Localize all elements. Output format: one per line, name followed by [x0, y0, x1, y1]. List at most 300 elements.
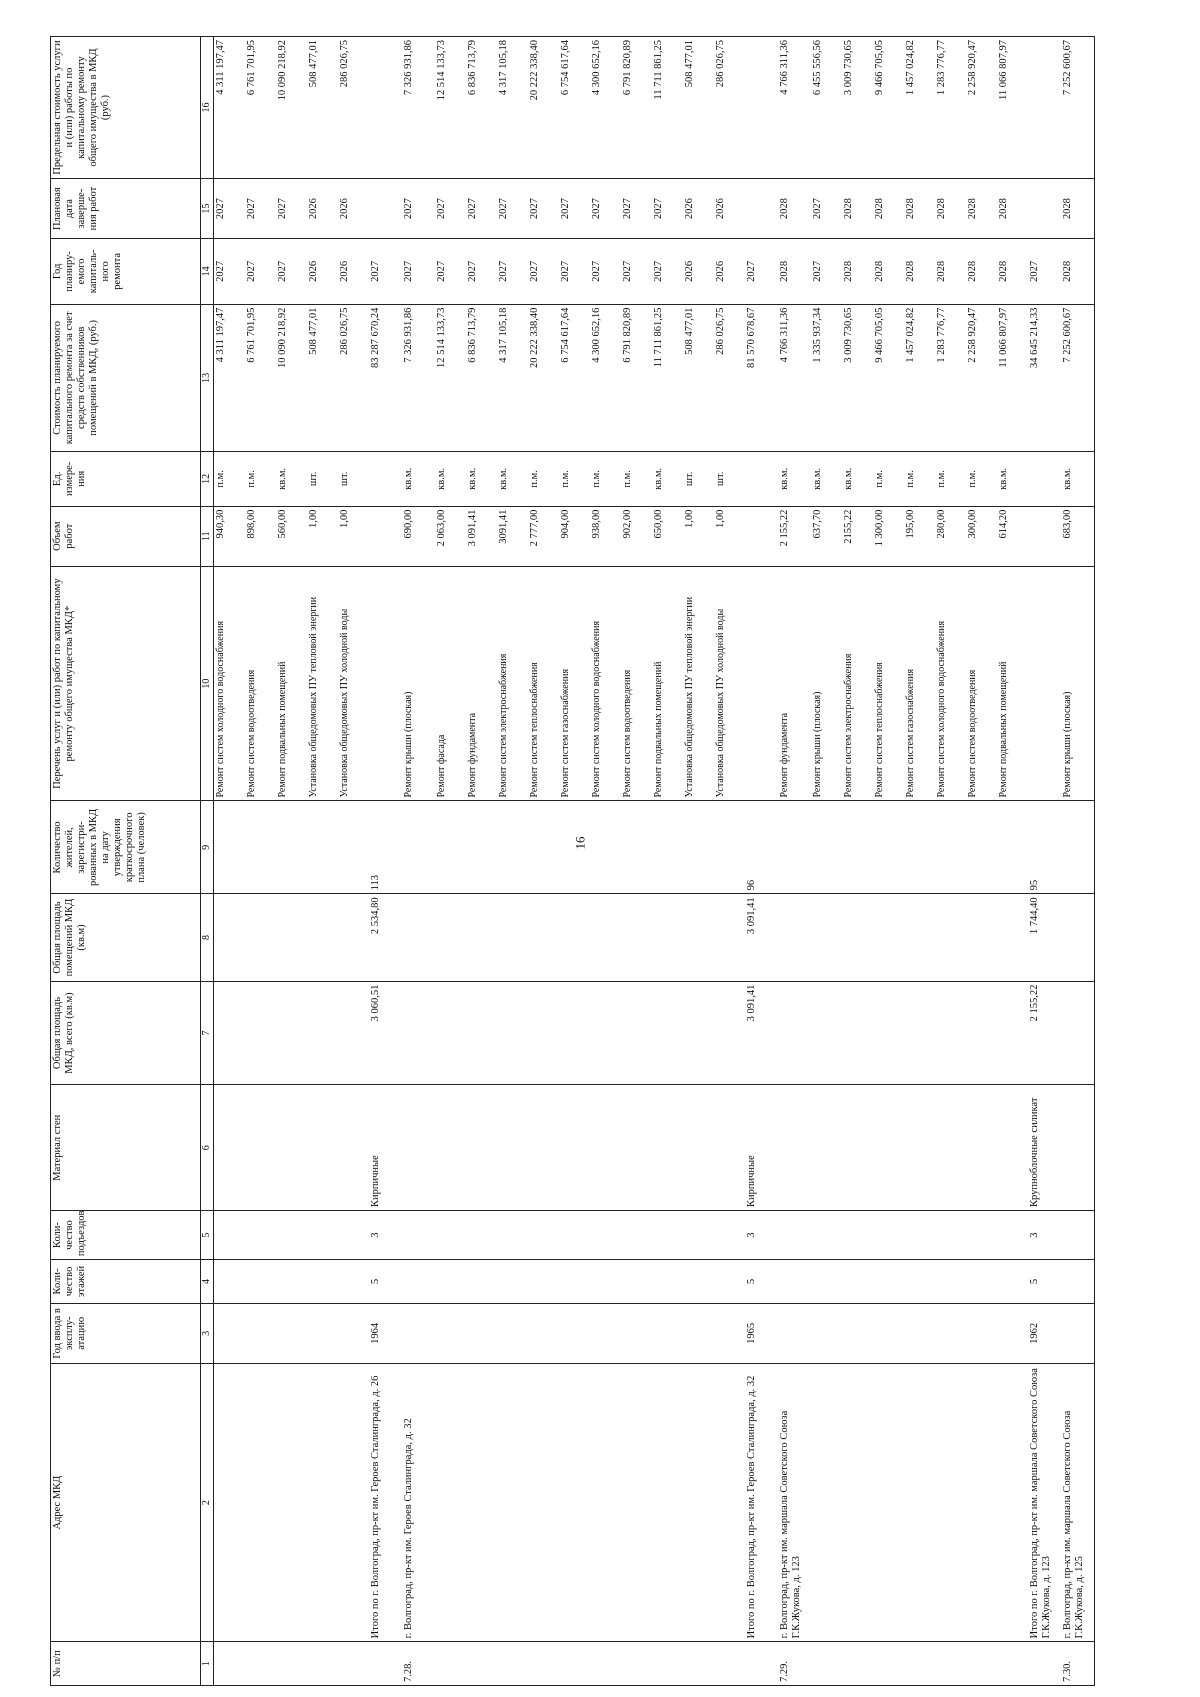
table-cell — [811, 1085, 842, 1211]
table-cell — [435, 1085, 466, 1211]
table-cell — [683, 894, 714, 981]
table-cell: кв.м. — [997, 452, 1028, 507]
column-header: Количество жителей, зарегистри-рованных в МКД на дату утверждения краткосрочного плана (человек) — [51, 801, 201, 894]
table-cell — [904, 1642, 935, 1686]
table-cell — [435, 1260, 466, 1304]
table-cell — [402, 894, 435, 981]
table-cell: 20 222 338,40 — [528, 37, 559, 179]
table-cell — [904, 1260, 935, 1304]
table-cell: 2028 — [778, 239, 811, 305]
table-row — [338, 37, 369, 1686]
table-cell — [276, 1363, 307, 1641]
table-cell: 3 009 730,65 — [842, 304, 873, 451]
column-number: 15 — [201, 179, 214, 239]
table-cell: Ремонт крыши (плоская) — [811, 566, 842, 801]
table-cell — [904, 1363, 935, 1641]
table-cell: 2028 — [873, 239, 904, 305]
table-cell: 3 060,51 — [369, 981, 402, 1085]
table-cell — [590, 1363, 621, 1641]
table-cell — [1061, 1085, 1095, 1211]
table-cell — [621, 1363, 652, 1641]
table-cell — [466, 1210, 497, 1259]
table-cell: 2 534,80 — [369, 894, 402, 981]
column-header: Адрес МКД — [51, 1363, 201, 1641]
table-cell: Ремонт подвальных помещений — [652, 566, 683, 801]
table-cell — [621, 1303, 652, 1363]
table-cell: 904,00 — [559, 506, 590, 566]
table-cell: 898,00 — [245, 506, 276, 566]
table-cell — [245, 1363, 276, 1641]
column-number: 3 — [201, 1303, 214, 1363]
page-number: 16 — [572, 836, 588, 850]
table-cell — [842, 1642, 873, 1686]
table-cell: 286 026,75 — [338, 37, 369, 179]
table-cell — [714, 1363, 745, 1641]
table-cell: кв.м. — [811, 452, 842, 507]
table-cell — [402, 1260, 435, 1304]
table-cell — [338, 894, 369, 981]
table-cell — [778, 894, 811, 981]
column-number: 8 — [201, 894, 214, 981]
table-cell — [338, 801, 369, 894]
table-cell: п.м. — [213, 452, 245, 507]
total-row — [745, 37, 778, 1686]
table-cell: п.м. — [559, 452, 590, 507]
table-cell: п.м. — [590, 452, 621, 507]
table-row — [652, 37, 683, 1686]
table-cell — [778, 1210, 811, 1259]
table-cell: 2027 — [369, 239, 402, 305]
table-cell — [778, 1085, 811, 1211]
table-cell: 4 766 311,36 — [778, 304, 811, 451]
column-number: 10 — [201, 566, 214, 801]
table-cell — [590, 981, 621, 1085]
table-cell: 95 — [1028, 801, 1061, 894]
table-cell: Установка общедомовых ПУ холодной воды — [714, 566, 745, 801]
table-cell: п.м. — [621, 452, 652, 507]
table-cell — [276, 1210, 307, 1259]
table-cell: 3 091,41 — [466, 506, 497, 566]
table-cell: 2027 — [590, 239, 621, 305]
table-cell — [528, 894, 559, 981]
table-cell: 11 066 807,97 — [997, 37, 1028, 179]
table-cell: 2028 — [842, 179, 873, 239]
table-cell: 2026 — [338, 179, 369, 239]
table-cell: 7.29. — [778, 1642, 811, 1686]
table-cell — [245, 801, 276, 894]
table-cell: 113 — [369, 801, 402, 894]
table-cell — [528, 1260, 559, 1304]
table-cell: 2027 — [1028, 239, 1061, 305]
table-cell — [842, 1260, 873, 1304]
column-header: Ед. измере-ния — [51, 452, 201, 507]
table-cell — [904, 1085, 935, 1211]
table-cell — [935, 1363, 966, 1641]
table-cell: 6 455 556,56 — [811, 37, 842, 179]
table-cell — [652, 894, 683, 981]
table-cell: г. Волгоград, пр-кт им. маршала Советского Союза Г.К.Жукова, д. 123 — [778, 1363, 811, 1641]
table-cell: 300,00 — [966, 506, 997, 566]
table-cell — [621, 894, 652, 981]
table-cell — [497, 894, 528, 981]
table-row — [966, 37, 997, 1686]
table-cell: 12 514 133,73 — [435, 37, 466, 179]
table-cell: шт. — [338, 452, 369, 507]
table-cell: Кирпичные — [745, 1085, 778, 1211]
table-cell — [338, 1303, 369, 1363]
column-number: 4 — [201, 1260, 214, 1304]
table-cell — [842, 1363, 873, 1641]
table-cell — [778, 1260, 811, 1304]
table-cell: 6 836 713,79 — [466, 304, 497, 451]
table-cell: 2028 — [778, 179, 811, 239]
table-cell — [245, 1303, 276, 1363]
table-cell — [1028, 452, 1061, 507]
table-cell — [811, 894, 842, 981]
table-cell: 2 777,00 — [528, 506, 559, 566]
table-cell — [873, 894, 904, 981]
table-cell — [497, 1260, 528, 1304]
table-cell — [966, 1363, 997, 1641]
table-cell — [745, 37, 778, 179]
table-cell — [683, 801, 714, 894]
table-cell: 7.28. — [402, 1642, 435, 1686]
column-number-row — [201, 37, 214, 1686]
table-cell: 2027 — [528, 179, 559, 239]
table-cell: 2028 — [966, 239, 997, 305]
table-cell — [873, 1642, 904, 1686]
table-cell — [369, 179, 402, 239]
table-cell — [997, 1642, 1028, 1686]
table-cell — [1028, 566, 1061, 801]
table-cell: п.м. — [528, 452, 559, 507]
table-cell: 2027 — [466, 239, 497, 305]
table-cell: 7.30. — [1061, 1642, 1095, 1686]
table-cell: 83 287 670,24 — [369, 304, 402, 451]
table-cell — [528, 1303, 559, 1363]
table-cell: 6 761 701,95 — [245, 304, 276, 451]
table-cell: Установка общедомовых ПУ тепловой энергии — [307, 566, 338, 801]
table-cell: Ремонт систем электроснабжения — [842, 566, 873, 801]
table-cell: 2027 — [402, 239, 435, 305]
table-cell: 4 317 105,18 — [497, 304, 528, 451]
table-cell — [559, 1363, 590, 1641]
table-row — [683, 37, 714, 1686]
column-header: Перечень услуг и (или) работ по капитальному ремонту общего имущества МКД* — [51, 566, 201, 801]
table-cell: кв.м. — [276, 452, 307, 507]
table-cell — [338, 1363, 369, 1641]
table-cell: 286 026,75 — [338, 304, 369, 451]
table-cell — [683, 1363, 714, 1641]
table-cell: 2027 — [497, 179, 528, 239]
table-cell: 4 300 652,16 — [590, 37, 621, 179]
table-cell: 2027 — [435, 179, 466, 239]
table-cell — [714, 1210, 745, 1259]
column-header: Год планиру-емого капиталь-ного ремонта — [51, 239, 201, 305]
table-cell — [966, 981, 997, 1085]
table-cell: шт. — [307, 452, 338, 507]
table-cell — [307, 1085, 338, 1211]
table-cell — [621, 1642, 652, 1686]
table-row — [435, 37, 466, 1686]
table-cell: 3 — [369, 1210, 402, 1259]
table-cell — [276, 1085, 307, 1211]
table-cell: кв.м. — [466, 452, 497, 507]
table-cell — [842, 1085, 873, 1211]
table-cell — [811, 801, 842, 894]
table-cell — [466, 981, 497, 1085]
column-header: Предельная стоимость услуги и (или) работы по капитальному ремонту общего имущества в МКД (руб.) — [51, 37, 201, 179]
table-cell: Ремонт фасада — [435, 566, 466, 801]
table-cell — [369, 452, 402, 507]
table-cell — [1028, 37, 1061, 179]
table-cell — [873, 1303, 904, 1363]
table-cell: 34 645 214,33 — [1028, 304, 1061, 451]
column-header: Объем работ — [51, 506, 201, 566]
table-cell — [621, 1210, 652, 1259]
table-cell: 2155,22 — [842, 506, 873, 566]
table-cell: 2027 — [811, 239, 842, 305]
table-cell — [213, 1260, 245, 1304]
table-cell: 1,00 — [683, 506, 714, 566]
table-cell: кв.м. — [497, 452, 528, 507]
table-cell — [997, 1363, 1028, 1641]
table-cell — [873, 1210, 904, 1259]
table-cell — [811, 1303, 842, 1363]
table-cell — [873, 801, 904, 894]
table-cell: 508 477,01 — [307, 304, 338, 451]
table-cell: кв.м. — [1061, 452, 1095, 507]
table-cell: 938,00 — [590, 506, 621, 566]
table-cell — [745, 452, 778, 507]
table-cell — [528, 981, 559, 1085]
table-cell — [842, 801, 873, 894]
table-cell — [466, 1642, 497, 1686]
table-cell — [245, 1260, 276, 1304]
table-cell: 902,00 — [621, 506, 652, 566]
table-cell: Ремонт систем теплоснабжения — [528, 566, 559, 801]
table-cell — [338, 981, 369, 1085]
table-cell — [745, 1642, 778, 1686]
table-cell: 2027 — [559, 179, 590, 239]
table-cell — [276, 894, 307, 981]
table-cell: 7 252 600,67 — [1061, 304, 1095, 451]
table-cell — [466, 894, 497, 981]
table-cell: 2026 — [683, 239, 714, 305]
table-row — [997, 37, 1028, 1686]
table-cell — [997, 1210, 1028, 1259]
column-header: Коли-чество подъездов — [51, 1210, 201, 1259]
table-cell — [307, 1260, 338, 1304]
table-cell: 2028 — [1061, 179, 1095, 239]
table-cell: 2028 — [935, 239, 966, 305]
table-cell: 683,00 — [1061, 506, 1095, 566]
table-cell — [307, 981, 338, 1085]
table-cell — [369, 566, 402, 801]
table-cell: 2027 — [745, 239, 778, 305]
table-cell — [873, 981, 904, 1085]
table-row — [307, 37, 338, 1686]
table-cell: 2028 — [904, 239, 935, 305]
table-cell: Ремонт систем водоотведения — [966, 566, 997, 801]
table-cell — [1061, 894, 1095, 981]
table-cell: Ремонт систем холодного водоснабжения — [590, 566, 621, 801]
table-cell: 2 258 920,47 — [966, 304, 997, 451]
table-cell: 286 026,75 — [714, 304, 745, 451]
table-cell: 2027 — [466, 179, 497, 239]
column-header: Год ввода в эксплу-атацию — [51, 1303, 201, 1363]
table-cell: Итого по г. Волгоград, пр-кт им. Героев Сталинграда, д. 26 — [369, 1363, 402, 1641]
table-cell — [245, 981, 276, 1085]
table-cell: 2027 — [559, 239, 590, 305]
table-cell: 1 744,40 — [1028, 894, 1061, 981]
table-row — [842, 37, 873, 1686]
table-cell — [590, 1210, 621, 1259]
table-cell: кв.м. — [652, 452, 683, 507]
table-cell — [683, 1260, 714, 1304]
table-cell: 2028 — [935, 179, 966, 239]
table-cell: 7 326 931,86 — [402, 37, 435, 179]
table-cell — [1028, 506, 1061, 566]
table-cell: 690,00 — [402, 506, 435, 566]
table-cell: п.м. — [935, 452, 966, 507]
table-cell — [213, 1303, 245, 1363]
table-cell — [213, 981, 245, 1085]
table-cell — [652, 801, 683, 894]
table-cell — [1028, 1642, 1061, 1686]
table-cell — [1061, 1303, 1095, 1363]
table-cell — [652, 981, 683, 1085]
table-cell: Ремонт фундамента — [778, 566, 811, 801]
table-cell: Ремонт подвальных помещений — [276, 566, 307, 801]
table-row — [621, 37, 652, 1686]
table-cell — [338, 1642, 369, 1686]
table-cell — [997, 894, 1028, 981]
table-cell — [338, 1260, 369, 1304]
table-row — [402, 37, 435, 1686]
table-cell: 2026 — [714, 179, 745, 239]
table-cell — [307, 1210, 338, 1259]
table-cell — [842, 1303, 873, 1363]
table-cell: г. Волгоград, пр-кт им. маршала Советского Союза Г.К.Жукова, д. 125 — [1061, 1363, 1095, 1641]
table-cell: 5 — [369, 1260, 402, 1304]
table-cell — [904, 981, 935, 1085]
table-cell: Ремонт фундамента — [466, 566, 497, 801]
table-cell — [497, 801, 528, 894]
table-cell — [307, 894, 338, 981]
table-cell — [497, 1303, 528, 1363]
table-cell — [842, 981, 873, 1085]
table-cell: 2027 — [245, 179, 276, 239]
table-cell: 940,30 — [213, 506, 245, 566]
table-cell — [590, 1303, 621, 1363]
table-cell: 2027 — [435, 239, 466, 305]
table-row — [714, 37, 745, 1686]
table-cell: п.м. — [873, 452, 904, 507]
table-cell: 11 711 861,25 — [652, 37, 683, 179]
table-cell: 2027 — [276, 239, 307, 305]
table-header-row — [51, 37, 201, 1686]
table-cell — [714, 1303, 745, 1363]
column-header: № п/п — [51, 1642, 201, 1686]
table-cell: Ремонт крыши (плоская) — [1061, 566, 1095, 801]
table-cell — [559, 1210, 590, 1259]
column-number: 1 — [201, 1642, 214, 1686]
table-cell — [778, 1303, 811, 1363]
table-cell — [966, 1642, 997, 1686]
table-cell: 508 477,01 — [683, 304, 714, 451]
table-cell: 2 155,22 — [778, 506, 811, 566]
table-cell — [652, 1642, 683, 1686]
table-cell — [904, 894, 935, 981]
table-cell — [528, 1210, 559, 1259]
table-cell — [435, 1303, 466, 1363]
table-cell: Ремонт систем газоснабжения — [904, 566, 935, 801]
table-body — [201, 37, 1095, 1686]
table-cell: 2028 — [997, 239, 1028, 305]
table-cell: 4 766 311,36 — [778, 37, 811, 179]
table-cell — [466, 1363, 497, 1641]
table-cell: 20 222 338,40 — [528, 304, 559, 451]
table-cell — [276, 1642, 307, 1686]
table-cell — [590, 1260, 621, 1304]
column-header: Общая площадь МКД, всего (кв.м) — [51, 981, 201, 1085]
table-cell: 2028 — [997, 179, 1028, 239]
table-cell — [714, 801, 745, 894]
table-cell — [811, 981, 842, 1085]
table-cell — [997, 1085, 1028, 1211]
table-cell — [714, 981, 745, 1085]
rotated-table-container — [50, 36, 1200, 1686]
table-cell — [966, 1085, 997, 1211]
table-cell — [276, 1260, 307, 1304]
table-cell — [778, 981, 811, 1085]
table-cell — [497, 1210, 528, 1259]
table-cell: Кирпичные — [369, 1085, 402, 1211]
table-cell: 2028 — [873, 179, 904, 239]
table-cell — [213, 801, 245, 894]
table-cell: 2027 — [590, 179, 621, 239]
table-cell — [997, 801, 1028, 894]
table-cell: 7 252 600,67 — [1061, 37, 1095, 179]
table-cell: г. Волгоград, пр-кт им. Героев Сталинграда, д. 32 — [402, 1363, 435, 1641]
table-cell: Ремонт крыши (плоская) — [402, 566, 435, 801]
column-number: 7 — [201, 981, 214, 1085]
column-number: 11 — [201, 506, 214, 566]
table-cell: 11 066 807,97 — [997, 304, 1028, 451]
table-cell: 1 283 776,77 — [935, 304, 966, 451]
table-cell: 1,00 — [338, 506, 369, 566]
table-cell: шт. — [714, 452, 745, 507]
table-cell: Ремонт систем газоснабжения — [559, 566, 590, 801]
table-cell — [497, 981, 528, 1085]
table-cell — [528, 801, 559, 894]
table-cell: 1964 — [369, 1303, 402, 1363]
table-cell — [559, 1260, 590, 1304]
table-cell — [683, 1642, 714, 1686]
table-cell — [435, 894, 466, 981]
table-cell — [966, 801, 997, 894]
table-cell — [590, 1085, 621, 1211]
table-cell — [590, 894, 621, 981]
table-cell: 2027 — [811, 179, 842, 239]
table-cell: 2 155,22 — [1028, 981, 1061, 1085]
table-cell: Ремонт систем теплоснабжения — [873, 566, 904, 801]
table-cell — [935, 1303, 966, 1363]
table-cell: 3091,41 — [497, 506, 528, 566]
table-cell — [369, 37, 402, 179]
column-number: 9 — [201, 801, 214, 894]
